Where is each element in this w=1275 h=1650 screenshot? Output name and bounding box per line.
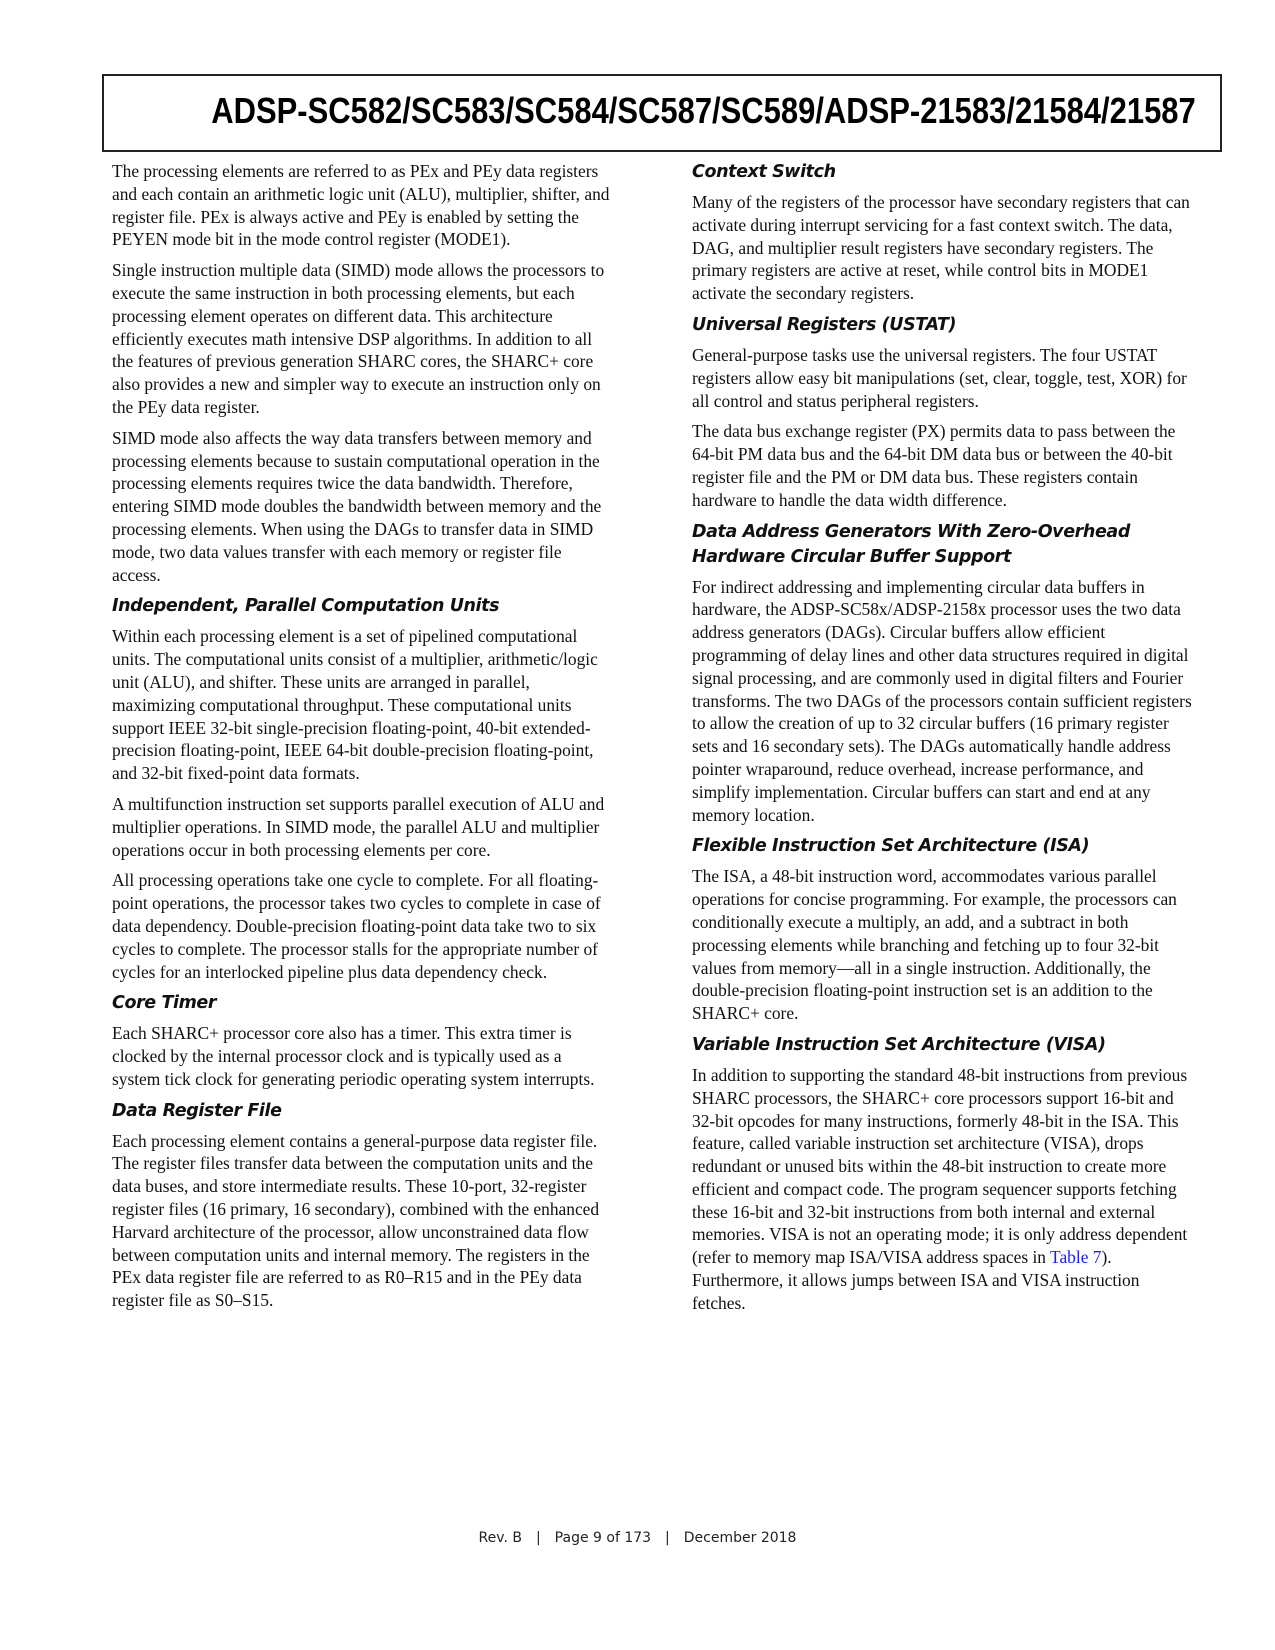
footer-page-number: Page 9 of 173: [554, 1530, 652, 1546]
footer-revision: Rev. B: [478, 1530, 522, 1546]
section-heading-core-timer: Core Timer: [112, 993, 217, 1014]
section-heading-isa: Flexible Instruction Set Architecture (ISA): [692, 836, 1090, 857]
page-footer: [0, 1530, 1275, 1546]
paragraph-text: ). Furthermore, it allows jumps between ISA and VISA instruction fetches.: [692, 1247, 1140, 1313]
footer-date: December 2018: [683, 1530, 797, 1546]
section-heading-visa: Variable Instruction Set Architecture (VISA): [692, 1034, 1106, 1055]
paragraph: Within each processing element is a set of pipelined computational units. The computational units consist of a multiplier, arithmetic/logic unit (ALU), and shifter. These units are arranged in parallel, maximizing computational throughput. These computational units support IEEE 32-bit single-precision floating-point, 40-bit extended-precision floating-point, IEEE 64-bit double-precision floating-point, and 32-bit fixed-point data formats.: [112, 626, 598, 784]
table-7-link[interactable]: Table 7: [1050, 1247, 1102, 1268]
paragraph: For indirect addressing and implementing circular data buffers in hardware, the ADSP-SC58x/ADSP-2158x processor uses the two data address generators (DAGs). Circular buffers allow efficient programming of delay lines and other data structures required in digital signal processing, and are commonly used in digital filters and Fourier transforms. The two DAGs of the processors contain sufficient registers to allow the creation of up to 32 circular buffers (16 primary register sets and 16 secondary sets). The DAGs automatically handle address pointer wraparound, reduce overhead, increase performance, and simplify implementation. Circular buffers can start and end at any memory location.: [692, 576, 1192, 825]
page-header-title: ADSP-SC582/SC583/SC584/SC587/SC589/ADSP-21583/21584/21587: [211, 90, 1196, 131]
paragraph: All processing operations take one cycle to complete. For all floating-point operations, the processor takes two cycles to complete in case of data dependency. Double-precision floating-point data take two to six cycles to complete. The processor stalls for the appropriate number of cycles for an interlocked pipeline plus data dependency check.: [112, 870, 601, 982]
paragraph-text: In addition to supporting the standard 48-bit instructions from previous SHARC processors, the SHARC+ core processors support 16-bit and 32-bit opcodes for many instructions, formerly 48-bit in the ISA. This feature, called variable instruction set architecture (VISA), drops redundant or unused bits within the 48-bit instruction to create more efficient and compact code. The program sequencer supports fetching these 16-bit and 32-bit instructions from both internal and external memories. VISA is not an operating mode; it is only address dependent (refer to memory map ISA/VISA address spaces in: [692, 1064, 1188, 1268]
paragraph: Single instruction multiple data (SIMD) mode allows the processors to execute the same instruction in both processing elements, but each processing element operates on different data. This architecture efficiently executes math intensive DSP algorithms. In addition to all the features of previous generation SHARC cores, the SHARC+ core also provides a new and simpler way to execute an instruction only on the PEy data register.: [112, 260, 605, 417]
paragraph: Many of the registers of the processor have secondary registers that can activate during interrupt servicing for a fast context switch. The data, DAG, and multiplier result registers have secondary registers. The primary registers are active at reset, while control bits in MODE1 activate the secondary registers.: [692, 192, 1190, 304]
left-column: [112, 160, 612, 1320]
paragraph: The data bus exchange register (PX) permits data to pass between the 64-bit PM data bus and the 64-bit DM data bus or between the 40-bit register file and the PM or DM data bus. These registers contain hardware to handle the data width difference.: [692, 421, 1176, 510]
paragraph: The ISA, a 48-bit instruction word, accommodates various parallel operations for concise programming. For example, the processors can conditionally execute a multiply, an add, and a subtract in both processing elements while branching and fetching up to four 32-bit values from memory—all in a single instruction. Additionally, the double-precision floating-point instruction set is an addition to the SHARC+ core.: [692, 866, 1177, 1024]
section-heading-universal-registers: Universal Registers (USTAT): [692, 314, 957, 335]
section-heading-context-switch: Context Switch: [692, 162, 836, 182]
paragraph: Each processing element contains a general-purpose data register file. The register files transfer data between the computation units and the data buses, and store intermediate results. These 10-port, 32-register register files (16 primary, 16 secondary), combined with the enhanced Harvard architecture of the processor, allow unconstrained data flow between computation units and internal memory. The registers in the PEx data register file are referred to as R0–R15 and in the PEy data register file as S0–S15.: [112, 1130, 600, 1311]
paragraph: General-purpose tasks use the universal registers. The four USTAT registers allow easy bit manipulations (set, clear, toggle, test, XOR) for all control and status peripheral registers.: [692, 344, 1187, 411]
paragraph: A multifunction instruction set supports parallel execution of ALU and multiplier operations. In SIMD mode, the parallel ALU and multiplier operations occur in both processing elements per core.: [112, 793, 605, 860]
paragraph: The processing elements are referred to as PEx and PEy data registers and each contain an arithmetic logic unit (ALU), multiplier, shifter, and register file. PEx is always active and PEy is enabled by setting the PEYEN mode bit in the mode control register (MODE1).: [112, 161, 610, 250]
right-column: [692, 160, 1192, 1323]
section-heading-parallel-units: Independent, Parallel Computation Units: [112, 596, 500, 617]
section-heading-data-address-generators: Data Address Generators With Zero-Overhead Hardware Circular Buffer Support: [692, 521, 1130, 567]
section-heading-data-register-file: Data Register File: [112, 1100, 282, 1121]
footer-separator: |: [535, 1530, 541, 1546]
header-box: [102, 74, 1222, 152]
paragraph: SIMD mode also affects the way data transfers between memory and processing elements because to sustain computational operation in the processing elements requires twice the data bandwidth. Therefore, entering SIMD mode doubles the bandwidth between memory and the processing elements. When using the DAGs to transfer data in SIMD mode, two data values transfer with each memory or register file access.: [112, 427, 602, 585]
footer-separator: |: [665, 1530, 670, 1546]
paragraph: Each SHARC+ processor core also has a timer. This extra timer is clocked by the internal processor clock and is typically used as a system tick clock for generating periodic operating system interrupts.: [112, 1023, 595, 1089]
paragraph-visa: [692, 1064, 1192, 1315]
